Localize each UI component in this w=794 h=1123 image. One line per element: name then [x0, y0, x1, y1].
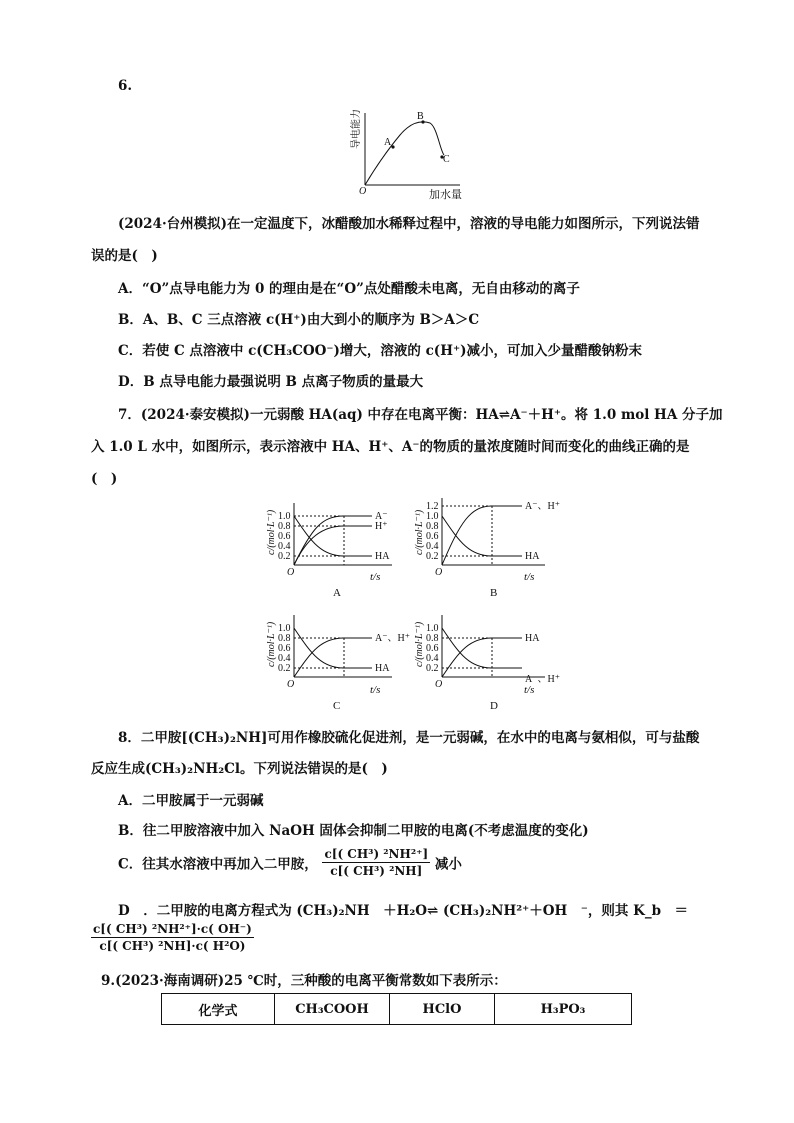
chart-d-tick-3: 0.6 — [426, 643, 439, 654]
chart-c-ylabel: c/(mol·L⁻¹) — [266, 621, 277, 667]
chart-a-curve-a — [294, 516, 372, 565]
chart-d-ylabel: c/(mol·L⁻¹) — [414, 621, 425, 667]
q8-option-d: D ．二甲胺的电离方程式为 (CH₃)₂NH ＋H₂O⇌ (CH₃)₂NH²⁺＋OH ⁻，则其 K_b ＝ — [118, 903, 689, 919]
chart-c-tick-2: 0.8 — [278, 633, 291, 644]
q8-option-b: B．往二甲胺溶液中加入 NaOH 固体会抑制二甲胺的电离(不考虑温度的变化) — [118, 823, 589, 839]
q6-stem-line1: (2024·台州模拟)在一定温度下，冰醋酸加水稀释过程中，溶液的导电能力如图所示，下列说法错 — [118, 216, 700, 232]
q8-option-c-suffix: 减小 — [434, 856, 462, 873]
chart-a-tick-2: 0.8 — [278, 521, 291, 532]
q6-option-d: D．B 点导电能力最强说明 B 点离子物质的量最大 — [118, 374, 424, 390]
chart-c-tick-4: 0.4 — [278, 653, 291, 664]
table-header-hclo: HClO — [390, 994, 495, 1025]
q6-graph — [345, 105, 475, 200]
table-header-acetic: CH₃COOH — [275, 994, 390, 1025]
q6-stem-line2: 误的是( ) — [91, 248, 158, 264]
chart-a-tick-3: 0.6 — [278, 531, 291, 542]
table-row — [162, 994, 632, 1025]
chart-a-label-1: A⁻ — [375, 511, 388, 522]
q6-origin: O — [359, 186, 367, 197]
q8-option-c-fraction — [322, 846, 430, 879]
chart-c-option: C — [333, 700, 341, 712]
q7-chart-b — [410, 493, 565, 601]
table-header-h3po3: H₃PO₃ — [495, 994, 632, 1025]
chart-b-tick-5: 0.4 — [426, 541, 439, 552]
q9-table — [161, 993, 632, 1025]
chart-a-xlabel: t/s — [370, 571, 381, 583]
chart-b-label-1: A⁻、H⁺ — [525, 501, 560, 512]
chart-b-tick-2: 1.0 — [426, 511, 439, 522]
chart-c-tick-5: 0.2 — [278, 663, 291, 674]
chart-d-tick-4: 0.4 — [426, 653, 439, 664]
chart-d-tick-1: 1.0 — [426, 623, 439, 634]
chart-d-origin: O — [435, 679, 443, 690]
q8-option-d-fraction — [91, 921, 254, 954]
q9-stem: 9.(2023·海南调研)25 ℃时，三种酸的电离平衡常数如下表所示： — [101, 973, 507, 989]
chart-c-tick-3: 0.6 — [278, 643, 291, 654]
q6-label-b: B — [417, 111, 424, 122]
chart-c-label-2: HA — [375, 663, 390, 674]
chart-d-curve-ions — [442, 628, 522, 668]
q8-stem-line2: 反应生成(CH₃)₂NH₂Cl。下列说法错误的是( ) — [91, 761, 388, 777]
chart-b-tick-4: 0.6 — [426, 531, 439, 542]
q8-option-d-denominator: c[( CH³) ²NH]·c( H²O) — [99, 939, 246, 953]
q6-label-a: A — [384, 137, 392, 148]
table-header-formula: 化学式 — [162, 994, 275, 1025]
chart-a-option: A — [333, 587, 341, 599]
q7-chart-d — [410, 605, 565, 713]
chart-b-curve-ha — [442, 516, 522, 556]
chart-b-xlabel: t/s — [524, 571, 535, 583]
q8-option-d-numerator: c[( CH³) ²NH²⁺]·c( OH⁻) — [93, 922, 252, 936]
chart-c-curve-ha — [294, 628, 372, 668]
chart-c-label-1: A⁻、H⁺ — [375, 633, 410, 644]
q6-option-c: C．若使 C 点溶液中 c(CH₃COO⁻)增大，溶液的 c(H⁺)减小，可加入少量醋酸钠粉末 — [118, 343, 642, 359]
chart-d-tick-5: 0.2 — [426, 663, 439, 674]
chart-a-origin: O — [287, 567, 295, 578]
chart-b-tick-6: 0.2 — [426, 551, 439, 562]
chart-b-ylabel: c/(mol·L⁻¹) — [414, 509, 425, 555]
q6-ylabel: 导电能力 — [351, 109, 362, 149]
q7-stem-line3: ( ) — [91, 471, 118, 487]
q8-option-c-numerator: c[( CH³) ²NH²⁺] — [324, 847, 429, 861]
chart-a-tick-5: 0.2 — [278, 551, 291, 562]
q6-option-b: B．A、B、C 三点溶液 c(H⁺)由大到小的顺序为 B＞A＞C — [118, 312, 480, 328]
q8-option-c-denominator: c[( CH³) ²NH] — [330, 864, 423, 878]
q8-option-c — [118, 846, 462, 879]
q7-stem-line2: 入 1.0 L 水中，如图所示，表示溶液中 HA、H⁺、A⁻的物质的量浓度随时间而变化的曲线正确的是 — [91, 439, 690, 455]
q8-option-c-text: C．往其水溶液中再加入二甲胺， — [118, 856, 318, 873]
chart-a-curve-ha — [294, 516, 372, 556]
chart-a-label-2: H⁺ — [375, 521, 388, 532]
q8-stem-line1: 8．二甲胺[(CH₃)₂NH]可用作橡胶硫化促进剂，是一元弱碱，在水中的电离与氨相似，可与盐酸 — [118, 730, 700, 746]
chart-d-label-1: HA — [525, 633, 540, 644]
q6-label-c: C — [443, 154, 450, 165]
chart-b-label-2: HA — [525, 551, 540, 562]
chart-b-tick-1: 1.2 — [426, 501, 439, 512]
q6-number: 6. — [118, 78, 133, 94]
q6-option-a: A．“O”点导电能力为 0 的理由是在“O”点处醋酸未电离，无自由移动的离子 — [118, 281, 580, 297]
chart-d-curve-ha — [442, 638, 522, 677]
q6-curve — [365, 122, 444, 185]
chart-d-xlabel: t/s — [524, 684, 535, 696]
chart-c-xlabel: t/s — [370, 684, 381, 696]
q7-stem-line1: 7．(2024·泰安模拟)一元弱酸 HA(aq) 中存在电离平衡：HA⇌A⁻＋H⁺。将 1.0 mol HA 分子加 — [118, 407, 723, 423]
q6-point-a — [391, 145, 394, 148]
chart-a-label-3: HA — [375, 551, 390, 562]
chart-a-tick-4: 0.4 — [278, 541, 291, 552]
chart-b-tick-3: 0.8 — [426, 521, 439, 532]
chart-c-origin: O — [287, 679, 295, 690]
chart-a-ylabel: c/(mol·L⁻¹) — [266, 509, 277, 555]
chart-b-option: B — [490, 587, 498, 599]
chart-b-origin: O — [435, 567, 443, 578]
chart-a-tick-1: 1.0 — [278, 511, 291, 522]
q7-chart-c — [262, 605, 410, 713]
chart-c-tick-1: 1.0 — [278, 623, 291, 634]
chart-d-option: D — [490, 700, 498, 712]
q6-xlabel: 加水量 — [429, 189, 462, 201]
chart-d-label-2: A⁻、H⁺ — [525, 674, 560, 685]
q7-chart-a — [262, 493, 402, 601]
q8-option-a: A．二甲胺属于一元弱碱 — [118, 793, 264, 809]
chart-d-tick-2: 0.8 — [426, 633, 439, 644]
